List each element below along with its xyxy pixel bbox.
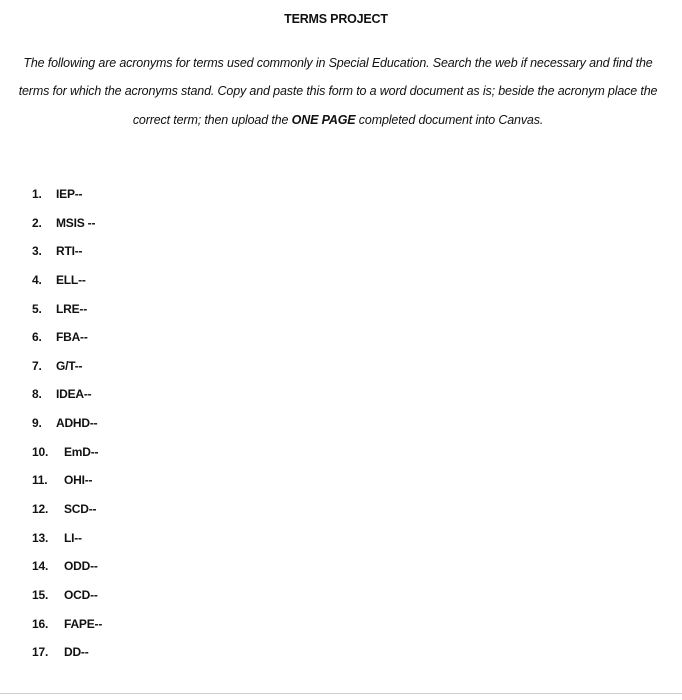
item-acronym: FAPE--: [64, 616, 103, 631]
item-number: 4.: [32, 272, 42, 287]
item-acronym: IEP--: [56, 187, 83, 201]
item-number: 1.: [32, 187, 42, 201]
item-acronym: ELL--: [56, 272, 86, 287]
item-acronym: RTI--: [56, 244, 83, 259]
item-number: 17.: [32, 645, 49, 660]
item-number: 11.: [32, 473, 48, 488]
item-acronym: FBA--: [56, 330, 88, 345]
instructions-paragraph: [18, 49, 658, 135]
item-acronym: LI--: [64, 530, 82, 545]
item-number: 3.: [32, 244, 42, 259]
item-number: 16.: [32, 616, 49, 631]
instructions-text-end: completed document into Canvas.: [355, 112, 544, 127]
item-acronym: ADHD--: [56, 416, 98, 431]
list-item: [32, 297, 102, 326]
list-item: [32, 583, 102, 612]
list-item: [32, 268, 102, 297]
instructions-emphasis: ONE PAGE: [291, 112, 356, 127]
list-item: [32, 411, 102, 440]
item-acronym: G/T--: [56, 358, 83, 373]
item-number: 5.: [32, 301, 42, 316]
list-item: [32, 382, 102, 411]
item-acronym: EmD--: [64, 444, 99, 459]
acronym-list: [32, 182, 102, 669]
item-acronym: LRE--: [56, 301, 87, 316]
item-number: 7.: [32, 358, 42, 373]
item-number: 14.: [32, 559, 49, 574]
list-item: [32, 497, 102, 526]
item-number: 6.: [32, 330, 42, 345]
list-item: [32, 354, 102, 383]
item-number: 10.: [32, 444, 49, 459]
item-acronym: OHI--: [64, 473, 93, 488]
item-acronym: OCD--: [64, 587, 98, 602]
list-item: [32, 468, 102, 497]
page-bottom-divider: [0, 693, 682, 694]
item-acronym: MSIS --: [56, 215, 96, 230]
item-acronym: ODD--: [64, 559, 98, 574]
list-item: [32, 612, 102, 641]
instructions-text: The following are acronyms for terms used commonly in Special Education. Search the web if necessary and find the terms for which the acronyms stand. Copy and paste this form to a word document as is; beside the acronym place the correct term; then upload the: [18, 55, 658, 127]
item-acronym: SCD--: [64, 502, 97, 517]
list-item: [32, 325, 102, 354]
item-number: 9.: [32, 416, 42, 431]
list-item: [32, 640, 102, 669]
item-number: 12.: [32, 502, 49, 517]
list-item: [32, 440, 102, 469]
document-title: TERMS PROJECT: [284, 12, 388, 26]
item-number: 2.: [32, 215, 42, 230]
item-acronym: DD--: [64, 645, 89, 660]
item-number: 13.: [32, 530, 49, 545]
list-item: [32, 554, 102, 583]
item-number: 8.: [32, 387, 42, 402]
list-item: [32, 239, 102, 268]
list-item: [32, 211, 102, 240]
list-item: [32, 182, 102, 211]
list-item: [32, 526, 102, 555]
item-acronym: IDEA--: [56, 387, 92, 402]
item-number: 15.: [32, 587, 49, 602]
